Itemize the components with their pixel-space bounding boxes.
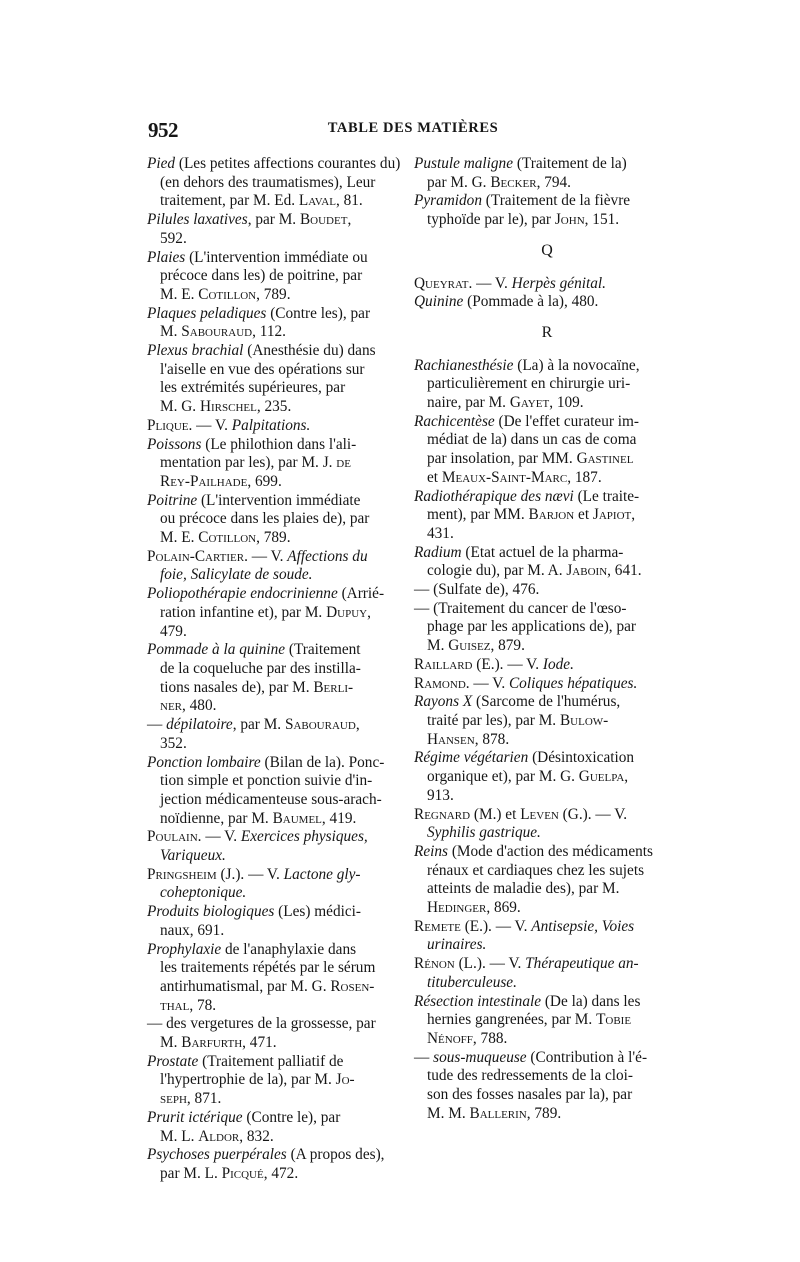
entry-author: Guisez [448,637,491,655]
entry-text: mentation par les), par M. J. [160,454,337,472]
entry-text: , 699. [247,472,282,490]
index-entry [147,211,395,248]
entry-text: (Anesthésie du) dans [243,342,376,360]
entry-term: Prophylaxie [147,940,222,958]
entry-text: noïdienne, par M. [160,809,273,827]
index-entry [147,249,395,305]
entry-text: (Le philothion dans l'ali- [201,435,357,453]
entry-author: Pringsheim [147,865,217,883]
entry-term: Psychoses puerpérales [147,1146,287,1164]
index-entry [414,192,680,229]
entry-text: typhoïde par le), par [427,211,555,229]
entry-term: Affections du [287,547,368,565]
entry-text: ment), par MM. [427,506,529,524]
entry-text: 592. [160,229,187,247]
entry-text: — [414,1048,434,1066]
entry-text: médiat de la) dans un cas de coma [427,431,637,449]
entry-text: (De l'effet curateur im- [494,412,640,430]
entry-term: Plaques peladiques [147,304,267,322]
entry-author: Nénoff [427,1029,473,1047]
entry-text: — [147,716,167,734]
entry-term: Lactone gly- [283,865,361,883]
entry-author: Plique [147,416,189,434]
entry-term: Pyramidon [414,192,482,210]
index-entry [147,641,395,716]
index-entry [147,866,395,903]
entry-author: Baumel [272,809,322,827]
entry-text: par insolation, par MM. [427,450,577,468]
entry-author: Raillard [414,655,473,673]
entry-text: tion simple et ponction suivie d'in- [160,772,373,790]
entry-author: Poulain [147,828,198,846]
entry-text: . — V. [197,828,241,846]
entry-text: (Arrié- [337,585,385,603]
index-entry [147,754,395,829]
entry-text: (Désintoxication [528,749,635,767]
entry-text: précoce dans les) de poitrine, par [160,267,363,285]
entry-text: cologie du), par M. A. [427,562,567,580]
entry-text: M. L. [160,1127,199,1145]
entry-term: Quinine [414,293,464,311]
entry-text: l'hypertrophie de la), par M. [160,1071,336,1089]
entry-term: coheptonique. [160,884,247,902]
entry-text: , par M. [247,211,300,229]
entry-text: tions nasales de), par M. [160,678,314,696]
entry-text: naux, 691. [160,921,225,939]
entry-text: (A propos des), [286,1146,385,1164]
entry-term: Pustule maligne [414,155,513,172]
entry-text: , 832. [239,1127,274,1145]
entry-text: . — V. [465,674,509,692]
section-letter: Q [541,241,553,259]
entry-text: traitement, par M. Ed. [160,192,299,210]
index-entry [147,903,395,940]
index-entry [414,843,680,918]
entry-author: Picqué [221,1164,264,1182]
entry-author: Tobie [596,1011,632,1029]
entry-text: , 871. [186,1090,222,1108]
entry-author: Queyrat [414,274,469,292]
entry-author: Laval [298,192,336,210]
entry-text: (G.). — V. [558,805,628,823]
index-entry [147,1146,395,1183]
entry-text: (Traitement de la) [513,155,627,172]
entry-text: (Bilan de la). Ponc- [260,753,385,771]
entry-term: Herpès génital. [511,274,606,292]
entry-text: atteints de maladie des), par M. [427,880,620,898]
entry-text: (Le traite- [573,487,640,505]
entry-term: Pilules laxatives [147,211,248,229]
entry-text: , 789. [256,529,291,547]
entry-text: M. G. [160,398,200,416]
index-entry [147,305,395,342]
entry-term: Syphilis gastrique. [427,824,541,842]
entry-text: , 109. [549,394,584,412]
entry-text: ration infantine et), par M. [160,603,327,621]
entry-term: Antisepsie, Voies [531,917,635,935]
entry-text: , 480. [182,697,217,715]
entry-term: Palpitations. [231,416,311,434]
index-entry [414,293,680,312]
entry-text: organique et), par M. G. [427,768,579,786]
entry-text: antirhumatismal, par M. G. [160,977,331,995]
entry-author: Cotillon [198,285,257,303]
index-entry [414,675,680,694]
entry-author: Guelpa [578,768,625,786]
entry-text: de l'anaphylaxie dans [221,940,357,958]
entry-author: Rey-Pailhade [160,472,248,490]
index-entry [147,1015,395,1052]
entry-text: hernies gangrenées, par M. [427,1011,597,1029]
entry-author: Sabouraud [181,323,253,341]
left-column [147,155,401,1184]
entry-term: Pommade à la quinine [147,641,286,659]
entry-text: — (Traitement du cancer de l'œso- [414,599,627,617]
entry-text: , 878. [474,730,510,748]
index-entry [147,716,395,753]
entry-text: (Les petites affections courantes du) [175,155,401,172]
entry-text: (De la) dans les [541,992,641,1010]
index-entry [414,413,680,488]
entry-term: dépilatoire [166,716,233,734]
entry-text: jection médicamenteuse sous-arach- [160,790,382,808]
entry-text: son des fosses nasales par la), par [427,1086,633,1104]
entry-text: (Mode d'action des médicaments [448,842,653,860]
entry-text: , [631,506,636,524]
entry-text: naire, par M. [427,394,510,412]
index-entry [147,342,395,417]
entry-text: (L'intervention immédiate ou [185,248,368,266]
index-entry [414,656,680,675]
entry-author: thal [160,996,190,1014]
entry-text: (Sarcome de l'humérus, [472,693,621,711]
entry-author: Aldor [198,1127,240,1145]
entry-text: — (Sulfate de), 476. [414,581,540,599]
entry-author: Ballerin [469,1104,527,1122]
entry-author: Hirschel [199,398,257,416]
entry-text: ou précoce dans les plaies de), par [160,510,370,528]
entry-term: Poitrine [147,491,198,509]
entry-term: Radium [414,543,462,561]
entry-term: Ponction lombaire [147,753,261,771]
entry-text: , par M. [232,716,285,734]
entry-text: (Contre les), par [266,304,371,322]
entry-author: Hedinger [427,899,487,917]
entry-text: , [624,768,629,786]
entry-text: , 419. [321,809,357,827]
entry-text: , [355,716,360,734]
index-entry [414,544,680,581]
entry-text: , 112. [252,323,286,341]
entry-text: l'aiselle en vue des opérations sur [160,360,365,378]
entry-author: ner [160,697,182,715]
index-entry [414,993,680,1049]
page-header [148,118,678,140]
entry-author: Gayet [509,394,550,412]
entry-text: particulièrement en chirurgie uri- [427,375,631,393]
entry-term: Produits biologiques [147,903,275,921]
entry-author: Cotillon [198,529,257,547]
entry-text: — des vergetures de la grossesse, par [147,1015,376,1033]
entry-text: (E.). — V. [460,917,532,935]
entry-author: John [554,211,585,229]
entry-text: , 151. [584,211,620,229]
entry-author: Gastinel [576,450,634,468]
entry-text: et [574,506,593,524]
entry-text: 431. [427,524,454,542]
entry-text: par M. L. [160,1164,222,1182]
entry-text: , 789. [526,1104,562,1122]
index-entry [414,581,680,600]
entry-text: M. E. [160,529,199,547]
entry-text: 479. [160,622,187,640]
entry-term: Reins [414,842,448,860]
entry-text: . — V. [244,547,288,565]
entry-author: Leven [520,805,559,823]
entry-text: traité par les), par M. [427,711,560,729]
entry-author: Remete [414,917,461,935]
entry-term: Variqueux. [160,847,226,865]
entry-author: Regnard [414,805,471,823]
entry-text: , [347,211,352,229]
entry-author: Japiot [592,506,632,524]
entry-term: Plaies [147,248,186,266]
entry-author: Barfurth [181,1034,243,1052]
index-entry [414,275,680,294]
index-entry [147,941,395,1016]
entry-author: Jaboin [566,562,608,580]
entry-author: Meaux-Saint-Marc [441,468,568,486]
entry-text: les extrémités supérieures, par [160,379,346,397]
entry-text: (L.). — V. [454,955,526,973]
entry-text: M. [160,1034,182,1052]
index-entry [414,806,680,843]
entry-text: (M.) et [470,805,521,823]
index-entry [414,918,680,955]
entry-term: Rachicentèse [414,412,495,430]
index-entry [147,548,395,585]
entry-text: , [367,603,371,621]
entry-term: Rayons X [414,693,473,711]
entry-text: 913. [427,786,454,804]
entry-text: , 641. [607,562,642,580]
index-entry [147,417,395,436]
index-entry [147,436,395,492]
entry-text: . — V. [468,274,512,292]
entry-term: Pied [147,155,176,172]
index-entry [414,600,680,656]
index-entry [414,693,680,749]
entry-text: , 794. [536,173,571,191]
entry-text: , 471. [242,1034,277,1052]
entry-term: Iode. [542,655,574,673]
entry-text: (J.). — V. [216,865,284,883]
entry-term: tituberculeuse. [427,973,517,991]
entry-text: M. M. [427,1104,470,1122]
entry-text: (Traitement de la fièvre [481,192,631,210]
entry-term: Résection intestinale [414,992,542,1010]
entry-text: , 81. [335,192,363,210]
entry-text: , 789. [256,285,291,303]
entry-text: , 869. [486,899,521,917]
entry-text: tude des redressements de la cloi- [427,1067,634,1085]
entry-term: foie, Salicylate de soude. [160,566,313,584]
entry-text: , 788. [472,1029,508,1047]
entry-term: Thérapeutique an- [525,955,639,973]
entry-term: Prostate [147,1052,199,1070]
index-entry [147,155,401,211]
entry-text: par M. G. [427,173,491,191]
entry-text: M. [427,637,449,655]
index-entry [147,585,395,641]
index-entry [414,749,680,805]
entry-term: Rachianesthésie [414,356,514,374]
entry-author: Ramond [414,674,466,692]
entry-text: . — V. [188,416,232,434]
index-entry [414,155,680,192]
page-number: 952 [148,118,178,142]
entry-text: (Contre le), par [242,1108,341,1126]
entry-author: Polain-Cartier [147,547,245,565]
entry-author: Jo- [335,1071,355,1089]
index-entry [414,357,680,413]
entry-author: Rosen- [330,977,375,995]
entry-text: , 472. [263,1164,299,1182]
entry-text: (E.). — V. [472,655,543,673]
entry-text: (Pommade à la), 480. [463,293,599,311]
entry-author: seph [160,1090,187,1108]
entry-author: Berli- [313,678,354,696]
index-entry [147,828,395,865]
entry-term: Poissons [147,435,202,453]
entry-text: , 78. [189,996,217,1014]
entry-text: (Contribution à l'é- [526,1048,648,1066]
entry-author: Sabouraud [284,716,356,734]
entry-author: Boudet [299,211,348,229]
entry-text: (L'intervention immédiate [197,491,361,509]
entry-text: rénaux et cardiaques chez les sujets [427,861,645,879]
entry-term: sous-muqueuse [433,1048,527,1066]
entry-author: de [336,454,351,472]
entry-text: 352. [160,734,187,752]
entry-text: et [427,468,442,486]
index-entry [147,1109,395,1146]
entry-author: Hansen [427,730,475,748]
entry-term: Plexus brachial [147,342,244,360]
entry-term: urinaires. [427,936,487,954]
entry-term: Exercices physiques, [240,828,368,846]
entry-text: les traitements répétés par le sérum [160,959,376,977]
index-entry [414,488,680,544]
entry-text: , 187. [567,468,602,486]
entry-text: (Traitement [285,641,361,659]
entry-text: (en dehors des traumatismes), Leur [160,173,376,191]
entry-author: Dupuy [326,603,368,621]
index-entry [414,1049,680,1124]
entry-text: (La) à la novocaïne, [513,356,640,374]
section-letter: R [541,323,553,341]
entry-term: Prurit ictérique [147,1108,243,1126]
running-title: TABLE DES MATIÈRES [327,120,499,136]
index-entry [414,955,680,992]
index-entry [147,1053,395,1109]
entry-term: Régime végétarien [414,749,529,767]
entry-text: M. E. [160,285,199,303]
entry-text: de la coqueluche par des instilla- [160,659,361,677]
entry-text: phage par les applications de), par [427,618,636,636]
entry-author: Bulow- [559,711,609,729]
entry-text: (Les) médici- [274,903,361,921]
entry-term: Radiothérapique des nævi [414,487,574,505]
entry-text: (Etat actuel de la pharma- [461,543,624,561]
index-entry [147,492,395,548]
entry-text: , 879. [490,637,525,655]
entry-text: M. [160,323,182,341]
right-column [414,155,680,1123]
entry-author: Becker [490,173,537,191]
entry-author: Barjon [528,506,575,524]
entry-term: Poliopothérapie endocrinienne [147,585,338,603]
entry-text: , 235. [256,398,292,416]
entry-term: Coliques hépatiques. [508,674,638,692]
entry-text: (Traitement palliatif de [198,1052,344,1070]
entry-author: Rénon [414,955,455,973]
